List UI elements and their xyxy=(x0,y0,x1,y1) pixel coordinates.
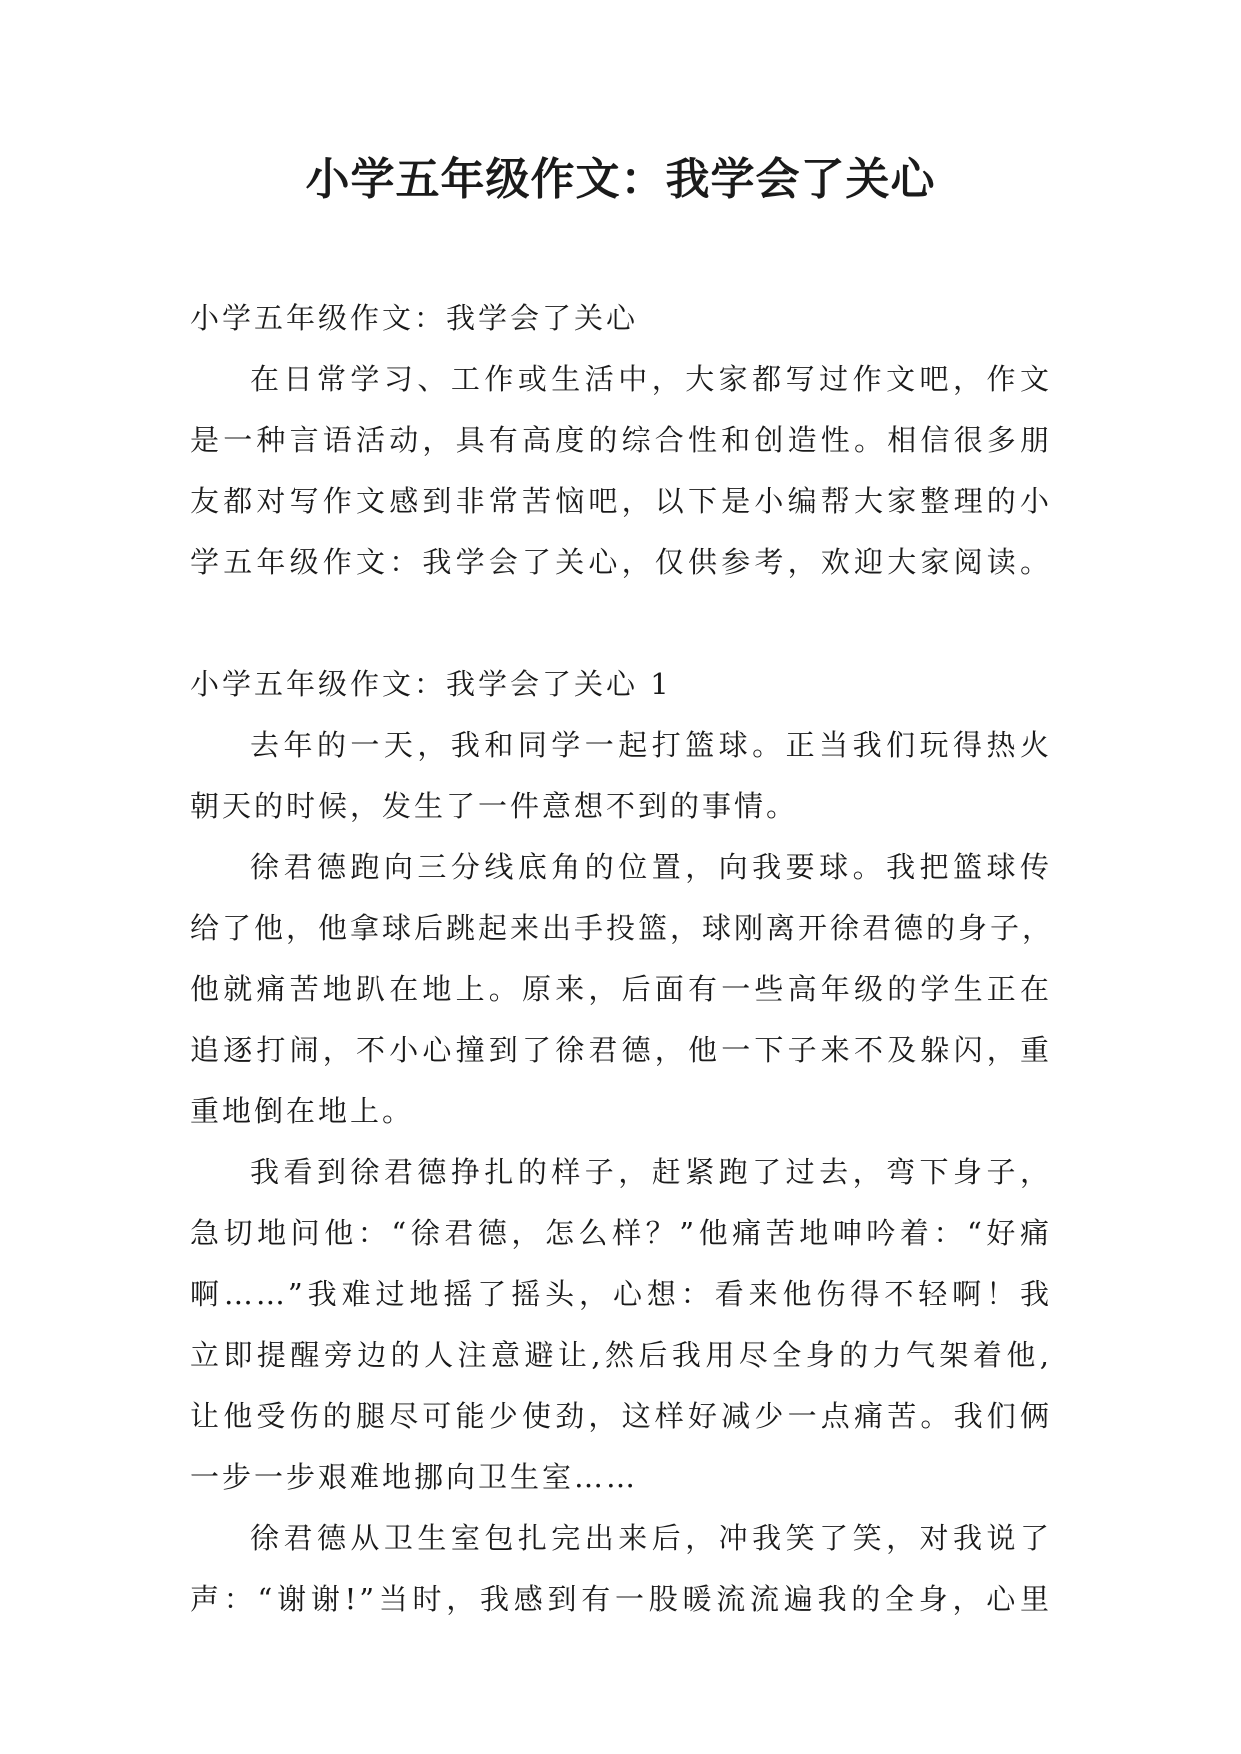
text-line: 学五年级作文：我学会了关心，仅供参考，欢迎大家阅读。 xyxy=(190,545,1052,579)
text-line: 他就痛苦地趴在地上。原来，后面有一些高年级的学生正在 xyxy=(190,972,1052,1006)
text-line: 声：“谢谢!”当时，我感到有一股暖流流遍我的全身，心里 xyxy=(190,1582,1052,1616)
text-line: 啊……”我难过地摇了摇头，心想：看来他伤得不轻啊！我 xyxy=(190,1277,1052,1311)
text-line: 一步一步艰难地挪向卫生室…… xyxy=(190,1460,639,1494)
text-line: 小学五年级作文：我学会了关心 xyxy=(190,301,639,335)
text-line: 朝天的时候，发生了一件意想不到的事情。 xyxy=(190,789,799,823)
text-line: 我看到徐君德挣扎的样子，赶紧跑了过去，弯下身子， xyxy=(250,1155,1052,1189)
text-line: 徐君德从卫生室包扎完出来后，冲我笑了笑，对我说了 xyxy=(250,1521,1052,1555)
text-line: 追逐打闹，不小心撞到了徐君德，他一下子来不及躲闪，重 xyxy=(190,1033,1052,1067)
text-line: 急切地问他：“徐君德，怎么样？”他痛苦地呻吟着：“好痛 xyxy=(190,1216,1052,1250)
text-line: 给了他，他拿球后跳起来出手投篮，球刚离开徐君德的身子， xyxy=(190,911,1055,945)
text-line: 小学五年级作文：我学会了关心 1 xyxy=(190,667,672,701)
document-body xyxy=(190,288,1055,1630)
document-title: 小学五年级作文：我学会了关心 xyxy=(305,154,936,205)
text-line: 在日常学习、工作或生活中，大家都写过作文吧，作文 xyxy=(250,362,1052,396)
text-line: 是一种言语活动，具有高度的综合性和创造性。相信很多朋 xyxy=(190,423,1052,457)
text-line: 让他受伤的腿尽可能少使劲，这样好减少一点痛苦。我们俩 xyxy=(190,1399,1052,1433)
text-line: 立即提醒旁边的人注意避让,然后我用尽全身的力气架着他, xyxy=(190,1338,1052,1372)
text-line: 徐君德跑向三分线底角的位置，向我要球。我把篮球传 xyxy=(250,850,1052,884)
text-line: 重地倒在地上。 xyxy=(190,1094,415,1128)
text-line: 友都对写作文感到非常苦恼吧，以下是小编帮大家整理的小 xyxy=(190,484,1052,518)
paragraph-gap xyxy=(190,593,1052,654)
text-line: 去年的一天，我和同学一起打篮球。正当我们玩得热火 xyxy=(250,728,1052,762)
